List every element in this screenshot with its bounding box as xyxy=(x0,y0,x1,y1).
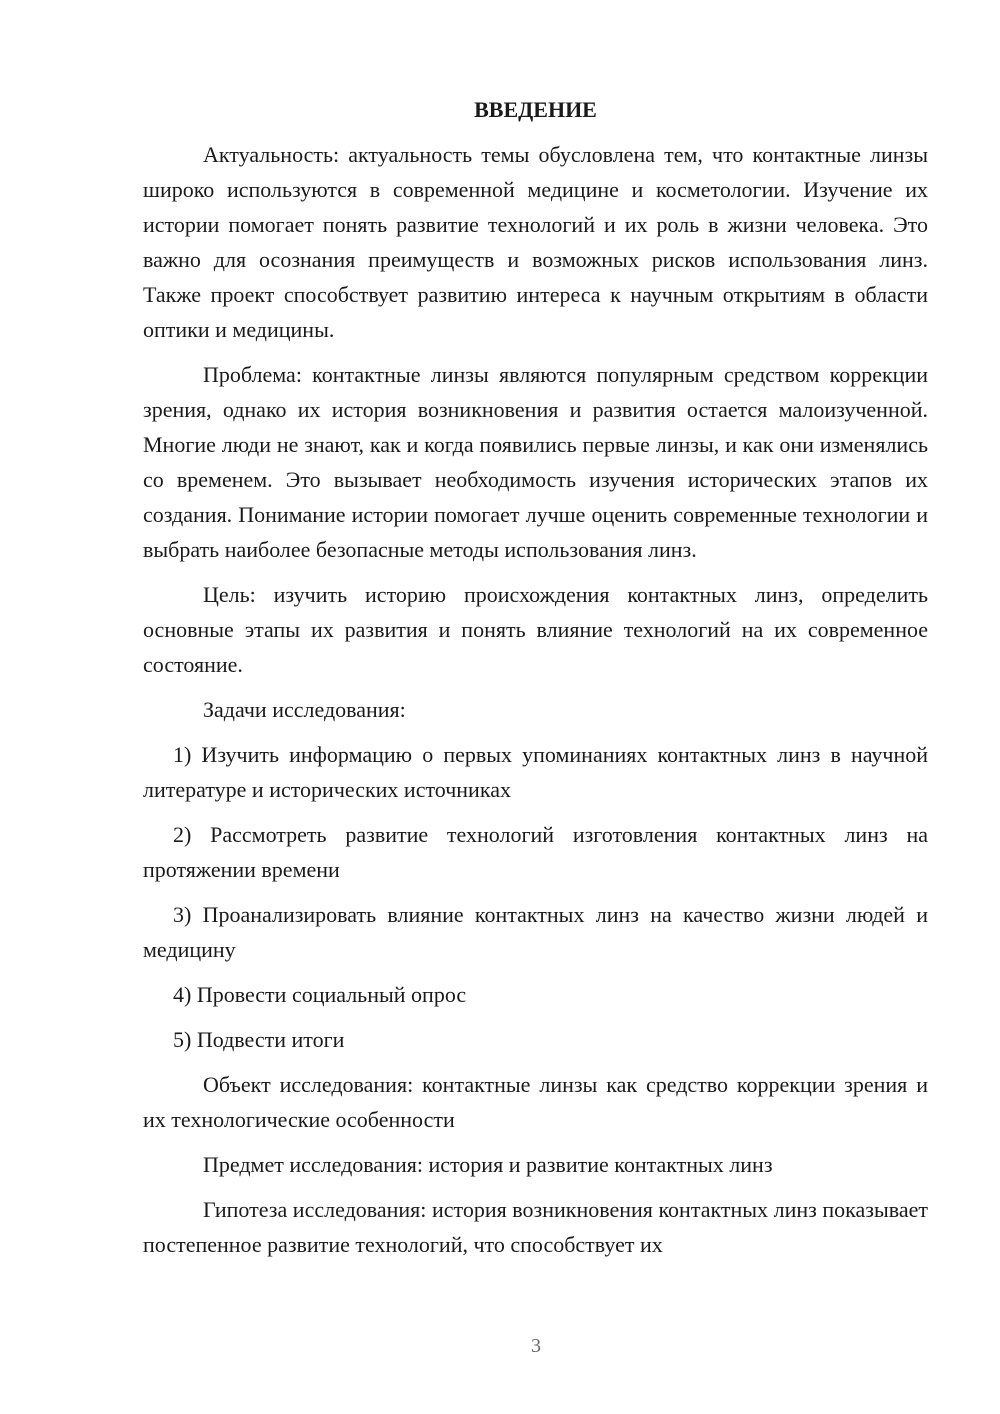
page-number: 3 xyxy=(531,1335,541,1357)
section-title: ВВЕДЕНИЕ xyxy=(474,97,597,122)
page-content xyxy=(143,92,928,1272)
object-paragraph: Объект исследования: контактные линзы как средство коррекции зрения и их технологические особенности xyxy=(143,1072,928,1132)
task-item-1: 1) Изучить информацию о первых упоминаниях контактных линз в научной литературе и исторических источниках xyxy=(143,742,928,802)
goal-paragraph: Цель: изучить историю происхождения контактных линз, определить основные этапы их развития и понять влияние технологий на их современное состояние. xyxy=(143,582,928,677)
task-item-5: 5) Подвести итоги xyxy=(173,1027,345,1052)
task-item-4: 4) Провести социальный опрос xyxy=(173,982,467,1007)
problem-paragraph: Проблема: контактные линзы являются популярным средством коррекции зрения, однако их история возникновения и развития остается малоизученной. Многие люди не знают, как и когда появились первые линзы, и как они изменялись со временем. Это вызывает необходимость изучения исторических этапов их создания. Понимание истории помогает лучше оценить современные технологии и выбрать наиболее безопасные методы использования линз. xyxy=(143,362,928,562)
subject-paragraph: Предмет исследования: история и развитие контактных линз xyxy=(203,1152,773,1177)
relevance-paragraph: Актуальность: актуальность темы обусловлена тем, что контактные линзы широко используются в современной медицине и косметологии. Изучение их истории помогает понять развитие технологий и их роль в жизни человека. Это важно для осознания преимуществ и возможных рисков использования линз. Также проект способствует развитию интереса к научным открытиям в области оптики и медицины. xyxy=(143,142,928,342)
task-item-2: 2) Рассмотреть развитие технологий изготовления контактных линз на протяжении времени xyxy=(143,822,928,882)
task-item-3: 3) Проанализировать влияние контактных линз на качество жизни людей и медицину xyxy=(143,902,928,962)
hypothesis-paragraph: Гипотеза исследования: история возникновения контактных линз показывает постепенное развитие технологий, что способствует их xyxy=(143,1197,928,1257)
tasks-heading: Задачи исследования: xyxy=(203,697,406,722)
